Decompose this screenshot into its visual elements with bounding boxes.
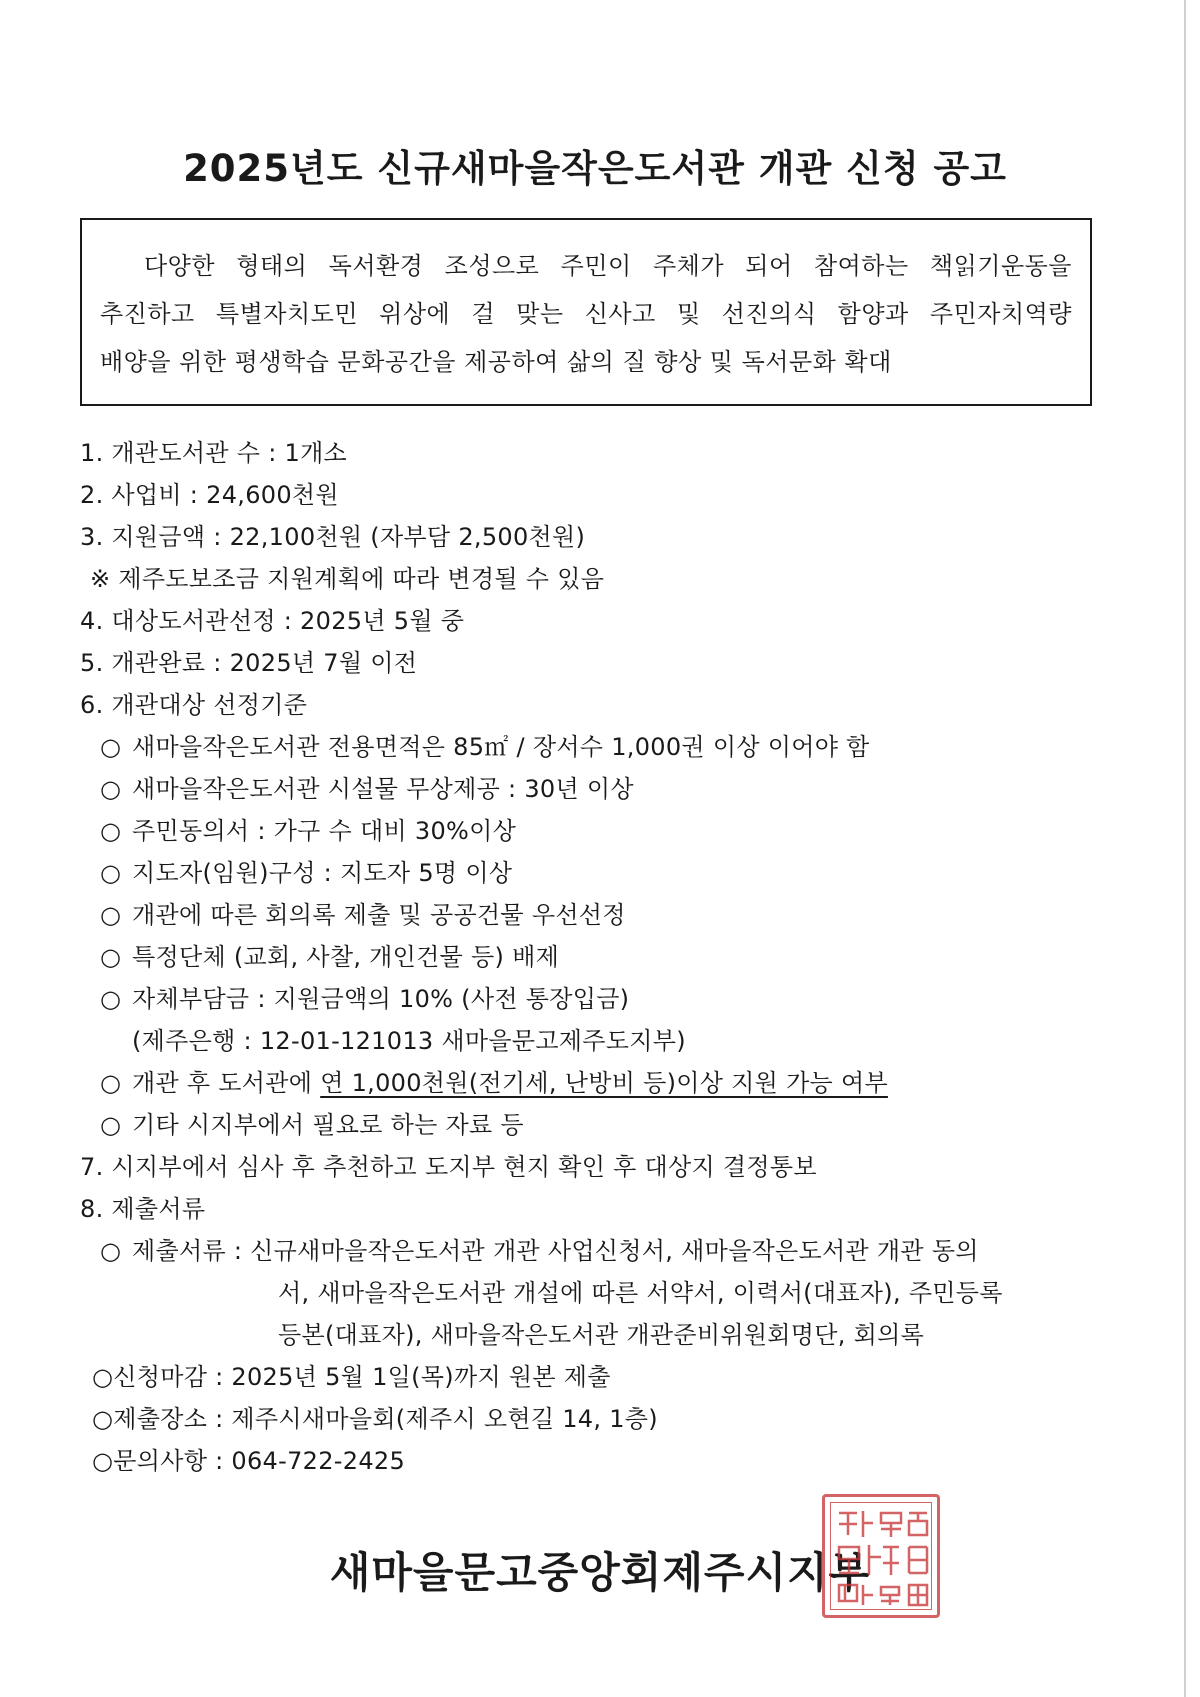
item-review-process: 7. 시지부에서 심사 후 추천하고 도지부 현지 확인 후 대상지 결정통보 (80, 1153, 817, 1181)
page-title: 2025년도 신규새마을작은도서관 개관 신청 공고 (183, 147, 1007, 190)
item-budget: 2. 사업비 : 24,600천원 (80, 481, 339, 509)
criteria-item (80, 894, 1120, 936)
bullet: ○ (100, 859, 122, 887)
bullet: ○ (100, 1237, 122, 1265)
criteria-text: 지도자(임원)구성 : 지도자 5명 이상 (132, 859, 513, 887)
criteria-item (80, 936, 1120, 978)
item-support-amount: 3. 지원금액 : 22,100천원 (자부담 2,500천원) (80, 523, 586, 551)
item-opening-date: 5. 개관완료 : 2025년 7월 이전 (80, 649, 418, 677)
criteria-text: 새마을작은도서관 전용면적은 85㎡ / 장서수 1,000권 이상 이어야 함 (132, 733, 870, 761)
item-selection-date: 4. 대상도서관선정 : 2025년 5월 중 (80, 607, 465, 635)
criteria-subtext: (제주은행 : 12-01-121013 새마을문고제주도지부) (132, 1027, 686, 1055)
criteria-underlined-text: 연 1,000천원(전기세, 난방비 등)이상 지원 가능 여부 (320, 1069, 888, 1097)
criteria-item (80, 726, 1120, 768)
documents-text-continued: 서, 새마을작은도서관 개설에 따른 서약서, 이력서(대표자), 주민등록 (278, 1279, 1003, 1307)
bullet: ○ (100, 1069, 122, 1097)
criteria-item (80, 852, 1120, 894)
bullet: ○ (100, 733, 122, 761)
bullet: ○ (100, 775, 122, 803)
bullet: ○ (100, 943, 122, 971)
criteria-text: 개관 후 도서관에 (132, 1069, 321, 1097)
criteria-item (80, 768, 1120, 810)
item-support-note: ※ 제주도보조금 지원계획에 따라 변경될 수 있음 (90, 565, 605, 593)
notice-items (80, 432, 1120, 1482)
seal-glyph-pattern (825, 1497, 943, 1621)
documents-item (80, 1230, 1120, 1272)
criteria-text: 특정단체 (교회, 사찰, 개인건물 등) 배제 (132, 943, 560, 971)
submission-place-info: ○제출장소 : 제주시새마을회(제주시 오현길 14, 1층) (92, 1405, 658, 1433)
purpose-box (80, 218, 1092, 406)
purpose-line: 추진하고 특별자치도민 위상에 걸 맞는 신사고 및 선진의식 함양과 주민자치역량 (100, 300, 1072, 328)
documents-text: 제출서류 : 신규새마을작은도서관 개관 사업신청서, 새마을작은도서관 개관 동의 (132, 1237, 979, 1265)
purpose-line: 배양을 위한 평생학습 문화공간을 제공하여 삶의 질 향상 및 독서문화 확대 (100, 348, 892, 376)
page-edge-line (1184, 0, 1186, 1697)
criteria-item (80, 1104, 1120, 1146)
criteria-item (80, 1062, 1120, 1104)
bullet: ○ (100, 817, 122, 845)
item-documents-heading: 8. 제출서류 (80, 1195, 206, 1223)
criteria-item (80, 810, 1120, 852)
item-library-count: 1. 개관도서관 수 : 1개소 (80, 439, 348, 467)
official-seal (822, 1494, 940, 1618)
bullet: ○ (100, 1111, 122, 1139)
criteria-text: 기타 시지부에서 필요로 하는 자료 등 (132, 1111, 524, 1139)
documents-text-continued: 등본(대표자), 새마을작은도서관 개관준비위원회명단, 회의록 (278, 1321, 925, 1349)
criteria-text: 새마을작은도서관 시설물 무상제공 : 30년 이상 (132, 775, 634, 803)
purpose-line: 다양한 형태의 독서환경 조성으로 주민이 주체가 되어 참여하는 책읽기운동을 (144, 252, 1072, 280)
contact-info: ○문의사항 : 064-722-2425 (92, 1447, 406, 1475)
criteria-text: 개관에 따른 회의록 제출 및 공공건물 우선선정 (132, 901, 626, 929)
deadline-info: ○신청마감 : 2025년 5월 1일(목)까지 원본 제출 (92, 1363, 611, 1391)
bullet: ○ (100, 985, 122, 1013)
organization-name: 새마을문고중앙회제주시지부 (329, 1548, 871, 1597)
criteria-text: 주민동의서 : 가구 수 대비 30%이상 (132, 817, 517, 845)
bullet: ○ (100, 901, 122, 929)
criteria-item (80, 978, 1120, 1020)
item-criteria-heading: 6. 개관대상 선정기준 (80, 691, 308, 719)
criteria-text: 자체부담금 : 지원금액의 10% (사전 통장입금) (132, 985, 630, 1013)
